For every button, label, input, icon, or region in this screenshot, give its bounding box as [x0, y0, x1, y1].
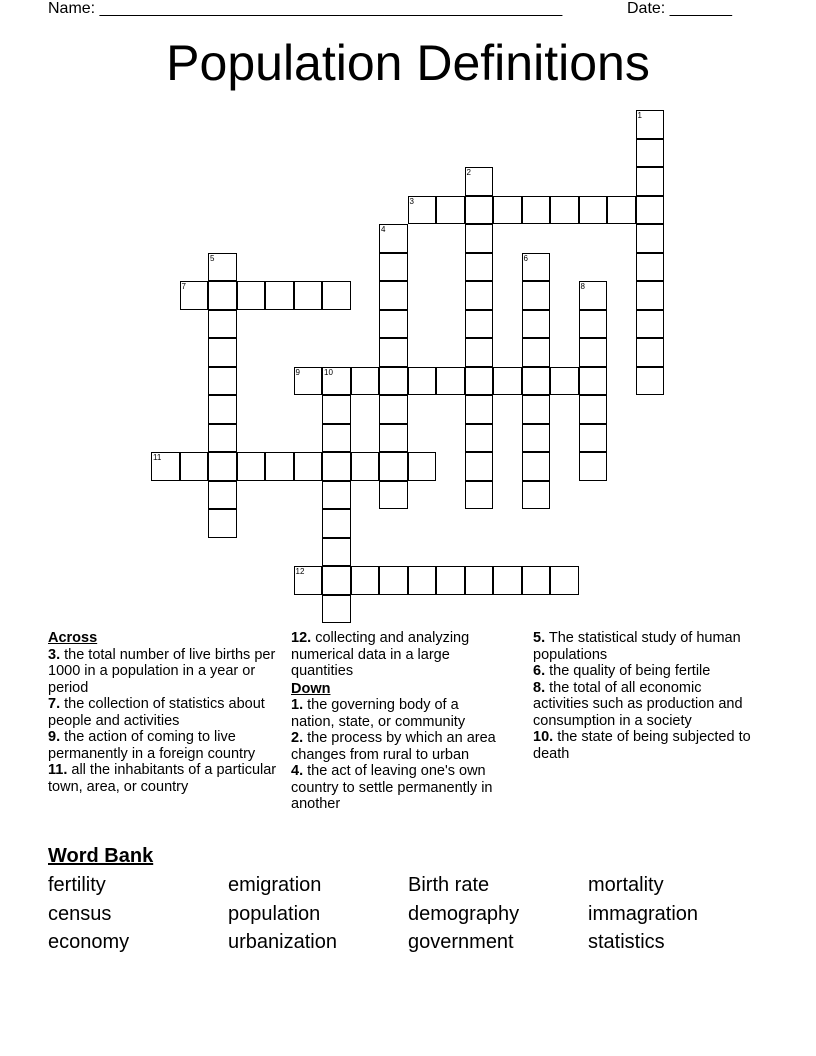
clue-down-10: 10. the state of being subjected to death — [533, 729, 751, 762]
name-field[interactable]: Name: ____________________________________________________ — [48, 0, 563, 17]
crossword-cell[interactable] — [208, 452, 237, 481]
crossword-cell[interactable] — [636, 338, 665, 367]
crossword-cell[interactable] — [322, 595, 351, 624]
clue-number: 4 — [381, 225, 386, 234]
word-bank-word: Birth rate — [408, 874, 490, 896]
clue-number: 10 — [324, 367, 333, 377]
crossword-cell[interactable] — [408, 367, 437, 396]
clue-number: 9 — [295, 367, 300, 377]
crossword-cell[interactable] — [322, 452, 351, 481]
crossword-cell[interactable] — [636, 253, 665, 282]
crossword-cell[interactable] — [579, 338, 608, 367]
clues-column-2 — [291, 630, 501, 813]
clue-across-12: 12. collecting and analyzing numerical data in a large quantities — [291, 630, 470, 679]
crossword-cell[interactable] — [436, 367, 465, 396]
clues-column-1 — [48, 629, 284, 795]
crossword-cell[interactable] — [579, 395, 608, 424]
crossword-cell[interactable] — [322, 509, 351, 538]
clue-number: 3 — [409, 196, 414, 206]
clue-down-5: 5. The statistical study of human populations — [533, 630, 741, 663]
crossword-cell[interactable] — [379, 338, 408, 367]
crossword-cell[interactable] — [208, 310, 237, 339]
crossword-cell[interactable] — [522, 253, 551, 282]
crossword-cell[interactable] — [379, 452, 408, 481]
crossword-cell[interactable] — [522, 452, 551, 481]
crossword-cell[interactable] — [265, 452, 294, 481]
word-bank-word: census — [48, 903, 112, 925]
crossword-cell[interactable] — [493, 196, 522, 225]
crossword-cell[interactable] — [208, 509, 237, 538]
crossword-cell[interactable] — [465, 196, 494, 225]
crossword-cell[interactable] — [636, 367, 665, 396]
clue-down-1: 1. the governing body of a nation, state, or community — [291, 697, 466, 730]
crossword-cell[interactable] — [522, 424, 551, 453]
crossword-cell[interactable] — [636, 139, 665, 168]
across-heading: Across — [48, 630, 98, 646]
crossword-cell[interactable] — [351, 566, 380, 595]
crossword-cell[interactable] — [579, 281, 608, 310]
crossword-cell[interactable] — [522, 196, 551, 225]
crossword-cell[interactable] — [522, 310, 551, 339]
clue-across-7: 7. the collection of statistics about people and activities — [48, 696, 265, 729]
clue-number: 5 — [210, 253, 215, 263]
crossword-cell[interactable] — [465, 424, 494, 453]
crossword-cell[interactable] — [522, 481, 551, 510]
crossword-cell[interactable] — [322, 538, 351, 567]
crossword-cell[interactable] — [465, 452, 494, 481]
crossword-cell[interactable] — [379, 367, 408, 396]
crossword-cell[interactable] — [322, 424, 351, 453]
crossword-cell[interactable] — [408, 196, 437, 225]
crossword-cell[interactable] — [465, 167, 494, 196]
crossword-cell[interactable] — [208, 338, 237, 367]
crossword-cell[interactable] — [636, 167, 665, 196]
word-bank-word: statistics — [588, 931, 665, 953]
crossword-cell[interactable] — [522, 281, 551, 310]
clue-number: 6 — [523, 253, 528, 263]
crossword-cell[interactable] — [208, 424, 237, 453]
crossword-cell[interactable] — [208, 281, 237, 310]
word-bank-word: government — [408, 931, 514, 953]
crossword-cell[interactable] — [579, 424, 608, 453]
crossword-cell[interactable] — [237, 281, 266, 310]
down-heading: Down — [291, 680, 331, 697]
crossword-cell[interactable] — [636, 110, 665, 139]
clue-across-3: 3. the total number of live births per 1000 in a population in a year or period — [48, 646, 276, 696]
crossword-cell[interactable] — [522, 338, 551, 367]
crossword-cell[interactable] — [522, 367, 551, 396]
clue-down-4: 4. the act of leaving one's own country to settle permanently in another — [291, 763, 493, 812]
crossword-cell[interactable] — [465, 566, 494, 595]
crossword-cell[interactable] — [408, 566, 437, 595]
crossword-cell[interactable] — [208, 481, 237, 510]
crossword-cell[interactable] — [579, 452, 608, 481]
crossword-cell[interactable] — [465, 367, 494, 396]
clue-across-9: 9. the action of coming to live permanently in a foreign country — [48, 729, 256, 762]
crossword-cell[interactable] — [322, 367, 351, 396]
clue-number: 12 — [295, 567, 305, 576]
clue-down-6: 6. the quality of being fertile — [533, 663, 711, 679]
crossword-cell[interactable] — [237, 452, 266, 481]
crossword-cell[interactable] — [208, 395, 237, 424]
crossword-cell[interactable] — [465, 224, 494, 253]
clue-down-2: 2. the process by which an area changes from rural to urban — [291, 730, 496, 763]
crossword-cell[interactable] — [322, 281, 351, 310]
word-bank-word: urbanization — [228, 931, 337, 953]
crossword-cell[interactable] — [180, 281, 209, 310]
crossword-cell[interactable] — [579, 310, 608, 339]
word-bank-word: demography — [408, 903, 520, 925]
word-bank-word: emigration — [228, 874, 322, 896]
crossword-cell[interactable] — [465, 281, 494, 310]
word-bank-word: economy — [48, 931, 130, 953]
crossword-cell[interactable] — [322, 481, 351, 510]
crossword-cell[interactable] — [607, 196, 636, 225]
crossword-cell[interactable] — [636, 310, 665, 339]
crossword-cell[interactable] — [550, 196, 579, 225]
crossword-cell[interactable] — [465, 253, 494, 282]
crossword-cell[interactable] — [294, 566, 323, 595]
clue-across-11: 11. all the inhabitants of a particular town, area, or country — [48, 762, 277, 795]
crossword-cell[interactable] — [379, 253, 408, 282]
clue-number: 2 — [466, 168, 471, 177]
crossword-cell[interactable] — [636, 224, 665, 253]
crossword-cell[interactable] — [579, 367, 608, 396]
word-bank-word: fertility — [48, 874, 106, 896]
crossword-cell[interactable] — [465, 310, 494, 339]
crossword-cell[interactable] — [208, 367, 237, 396]
crossword-cell[interactable] — [379, 281, 408, 310]
crossword-cell[interactable] — [465, 481, 494, 510]
clue-number: 7 — [181, 282, 186, 291]
clues-column-3 — [533, 630, 753, 762]
crossword-cell[interactable] — [294, 452, 323, 481]
clue-number: 11 — [153, 453, 162, 462]
crossword-cell[interactable] — [151, 452, 180, 481]
clue-number: 8 — [580, 282, 585, 291]
date-field[interactable]: Date: _______ — [627, 0, 732, 17]
clue-down-8: 8. the total of all economic activities such as production and consumption in a society — [533, 679, 743, 729]
crossword-cell[interactable] — [465, 395, 494, 424]
crossword-cell[interactable] — [180, 452, 209, 481]
crossword-cell[interactable] — [322, 566, 351, 595]
crossword-cell[interactable] — [322, 395, 351, 424]
crossword-cell[interactable] — [493, 367, 522, 396]
crossword-cell[interactable] — [408, 452, 437, 481]
word-bank-word: population — [228, 903, 321, 925]
crossword-cell[interactable] — [379, 395, 408, 424]
crossword-cell[interactable] — [265, 281, 294, 310]
crossword-cell[interactable] — [351, 452, 380, 481]
crossword-cell[interactable] — [550, 566, 579, 595]
word-bank-title: Word Bank — [48, 845, 154, 867]
crossword-cell[interactable] — [636, 281, 665, 310]
crossword-cell[interactable] — [379, 310, 408, 339]
crossword-cell[interactable] — [436, 196, 465, 225]
crossword-cell[interactable] — [522, 566, 551, 595]
crossword-cell[interactable] — [465, 338, 494, 367]
word-bank-word: immagration — [588, 903, 699, 925]
clue-number: 1 — [637, 111, 642, 120]
crossword-cell[interactable] — [636, 196, 665, 225]
crossword-cell[interactable] — [379, 224, 408, 253]
crossword-cell[interactable] — [436, 566, 465, 595]
word-bank-word: mortality — [588, 874, 664, 896]
crossword-cell[interactable] — [379, 424, 408, 453]
crossword-cell[interactable] — [208, 253, 237, 282]
crossword-cell[interactable] — [522, 395, 551, 424]
crossword-cell[interactable] — [493, 566, 522, 595]
crossword-cell[interactable] — [351, 367, 380, 396]
crossword-cell[interactable] — [379, 481, 408, 510]
page-title: Population Definitions — [166, 35, 650, 91]
crossword-cell[interactable] — [294, 367, 323, 396]
crossword-cell[interactable] — [550, 367, 579, 396]
crossword-cell[interactable] — [579, 196, 608, 225]
crossword-cell[interactable] — [379, 566, 408, 595]
crossword-cell[interactable] — [294, 281, 323, 310]
